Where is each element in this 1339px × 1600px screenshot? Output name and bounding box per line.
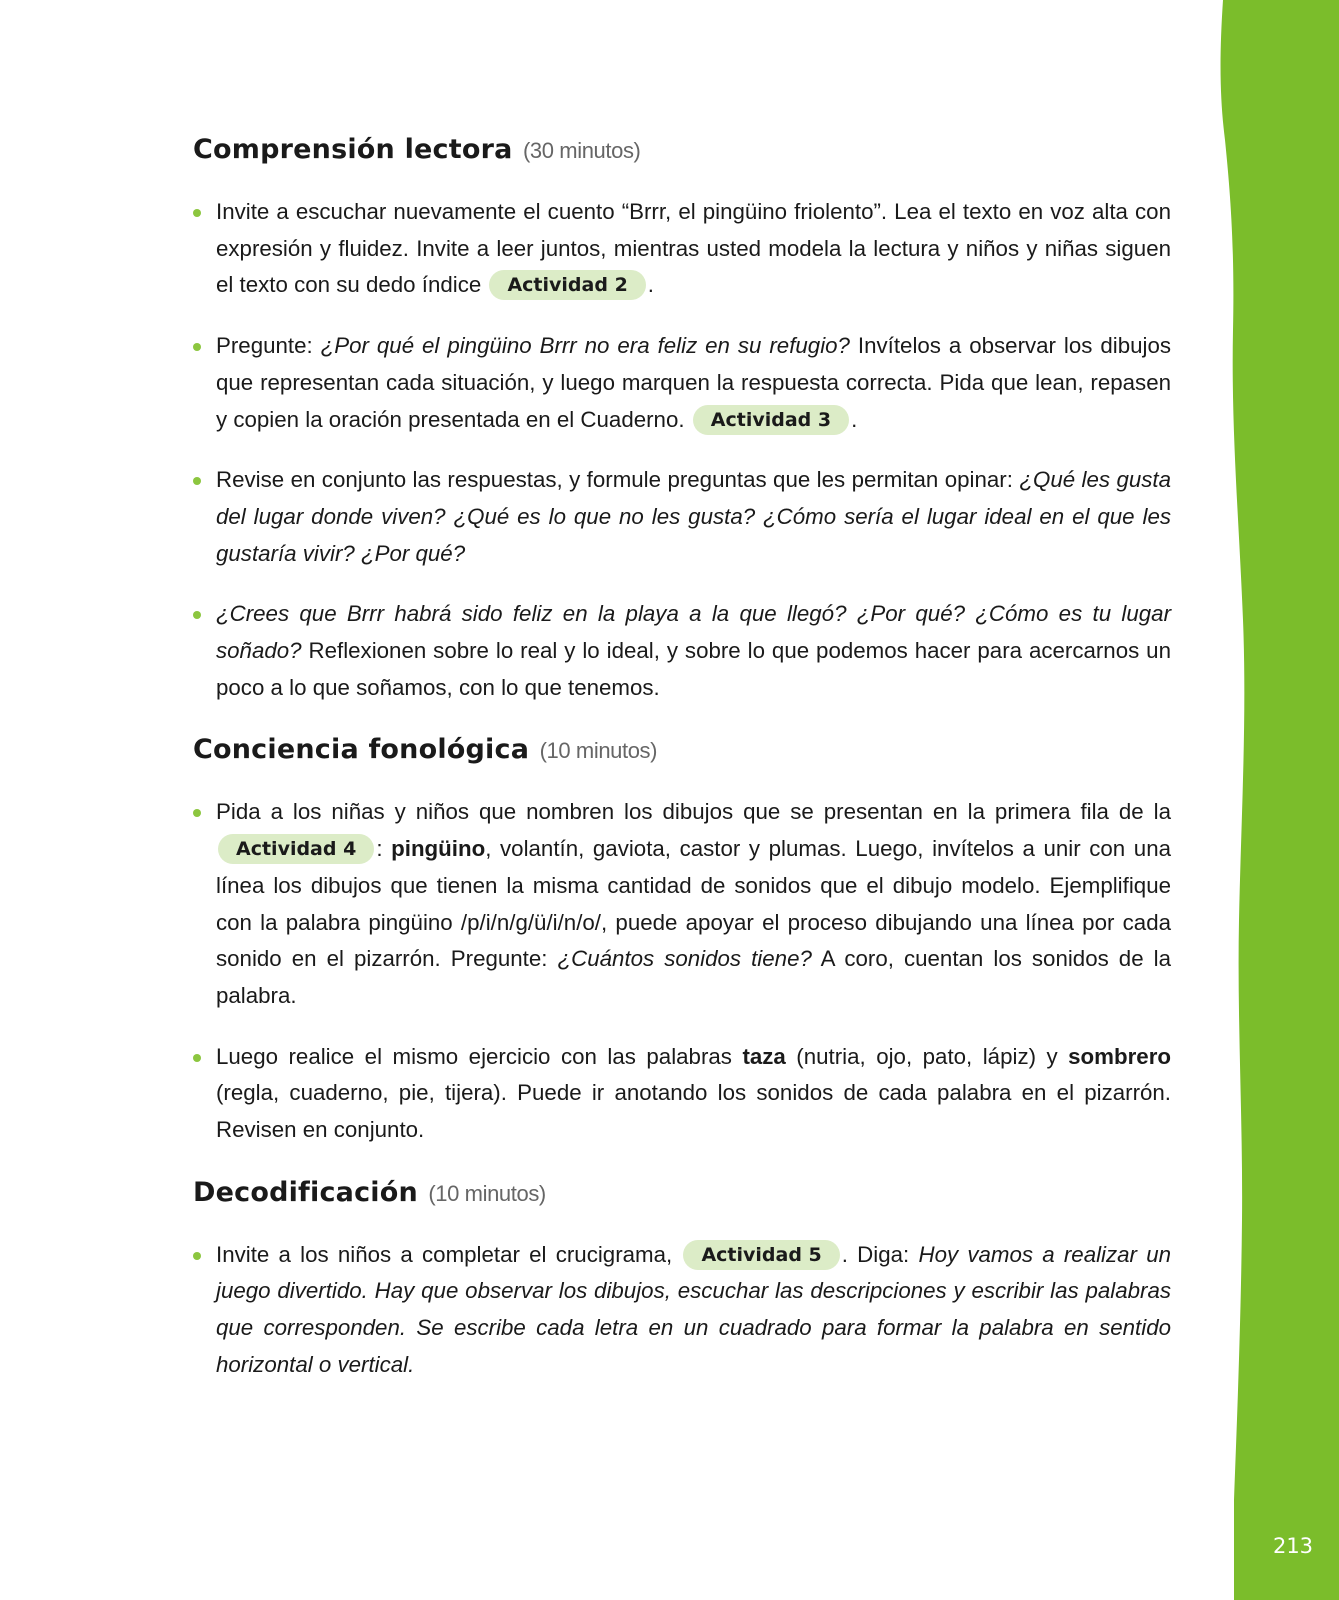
- section-heading: [193, 130, 1171, 174]
- page-number: 213: [1272, 1534, 1314, 1558]
- list-item: [193, 596, 1171, 706]
- section-title: Decodificación: [193, 1176, 418, 1208]
- list-item: [193, 1039, 1171, 1149]
- section-decodificacion: [193, 1173, 1171, 1384]
- list-item: [193, 794, 1171, 1014]
- list-item: [193, 328, 1171, 438]
- section-comprension-lectora: [193, 130, 1171, 706]
- item-text: Revise en conjunto las respuestas, y formule preguntas que les permitan opinar:: [216, 467, 1020, 493]
- list-item: [193, 1237, 1171, 1384]
- item-question: ¿Por qué el pingüino Brrr no era feliz en su refugio?: [320, 333, 850, 359]
- item-text: (regla, cuaderno, pie, tijera). Puede ir anotando los sonidos de cada palabra en el pizarrón. Revisen en conjunto.: [216, 1080, 1171, 1143]
- item-keyword: pingüino: [391, 836, 486, 862]
- item-text: A coro, cuentan los sonidos de la palabra.: [216, 946, 1171, 1008]
- item-text: Luego realice el mismo ejercicio con las palabras: [216, 1043, 743, 1069]
- item-question: ¿Crees que Brrr habrá sido feliz en la playa a la que llegó? ¿Por qué? ¿Cómo es tu lugar soñado?: [216, 601, 1171, 664]
- item-text: :: [376, 836, 392, 862]
- item-text: (nutria, ojo, pato, lápiz) y: [785, 1043, 1069, 1069]
- item-text: .: [851, 406, 858, 432]
- page-content: [193, 130, 1171, 1408]
- section-heading: [193, 1173, 1171, 1217]
- green-band-shape: [1221, 0, 1339, 1600]
- item-text: Invite a los niños a completar el crucigrama,: [216, 1241, 673, 1267]
- section-conciencia-fonologica: [193, 730, 1171, 1148]
- item-question: ¿Qué les gusta del lugar donde viven? ¿Qué es lo que no les gusta? ¿Cómo sería el lugar ideal en el que les gustaría vivir? ¿Por qué?: [216, 467, 1172, 566]
- item-question: Hoy vamos a realizar un juego divertido. Hay que observar los dibujos, escuchar las descripciones y escribir las palabras que corresponden. Se escribe cada letra en un cuadrado para formar la palabra en sentido horizontal o vertical.: [216, 1241, 1171, 1377]
- item-text: Invítelos a observar los dibujos que representan cada situación, y luego marquen la respuesta correcta. Pida que lean, repasen y copien la oración presentada en el Cuaderno.: [216, 333, 1172, 432]
- item-text: Pregunte:: [216, 333, 321, 359]
- item-text: , volantín, gaviota, castor y plumas. Luego, invítelos a unir con una línea los dibujos que tienen la misma cantidad de sonidos que el dibujo modelo. Ejemplifique con la palabra pingüino /p/i/n/g/ü/i/n/o/, puede apoyar el proceso dibujando una línea por cada sonido en el pizarrón. Pregunte:: [216, 836, 1171, 972]
- activity-badge: Actividad 3: [693, 405, 849, 435]
- activity-badge: Actividad 2: [489, 270, 645, 300]
- item-text: Pida a los niñas y niños que nombren los dibujos que se presentan en la primera fila de la: [216, 799, 1171, 825]
- item-keyword: sombrero: [1068, 1043, 1171, 1069]
- activity-badge: Actividad 5: [683, 1240, 839, 1270]
- list-item: [193, 194, 1171, 304]
- section-title: Comprensión lectora: [193, 134, 513, 165]
- section-duration: (10 minutos): [539, 738, 658, 764]
- item-text: Reflexionen sobre lo real y lo ideal, y sobre lo que podemos hacer para acercarnos un poco a lo que soñamos, con lo que tenemos.: [216, 638, 1171, 700]
- item-keyword: taza: [742, 1043, 786, 1069]
- page-edge-band: [1219, 0, 1339, 1600]
- item-text: Invite a escuchar nuevamente el cuento “Brrr, el pingüino friolento”. Lea el texto en voz alta con expresión y fluidez. Invite a leer juntos, mientras usted modela la lectura y niños y niñas siguen el texto con su dedo índice: [216, 199, 1171, 298]
- item-text: . Diga:: [841, 1241, 919, 1267]
- section-heading: [193, 730, 1171, 774]
- section-title: Conciencia fonológica: [193, 734, 530, 766]
- item-question: ¿Cuántos sonidos tiene?: [557, 946, 812, 972]
- section-duration: (10 minutos): [428, 1180, 546, 1206]
- item-text: .: [647, 272, 654, 298]
- activity-badge: Actividad 4: [218, 834, 374, 864]
- list-item: [193, 462, 1171, 572]
- bullet-list: [193, 194, 1171, 706]
- bullet-list: [193, 1237, 1171, 1384]
- section-duration: (30 minutos): [523, 138, 641, 163]
- bullet-list: [193, 794, 1171, 1148]
